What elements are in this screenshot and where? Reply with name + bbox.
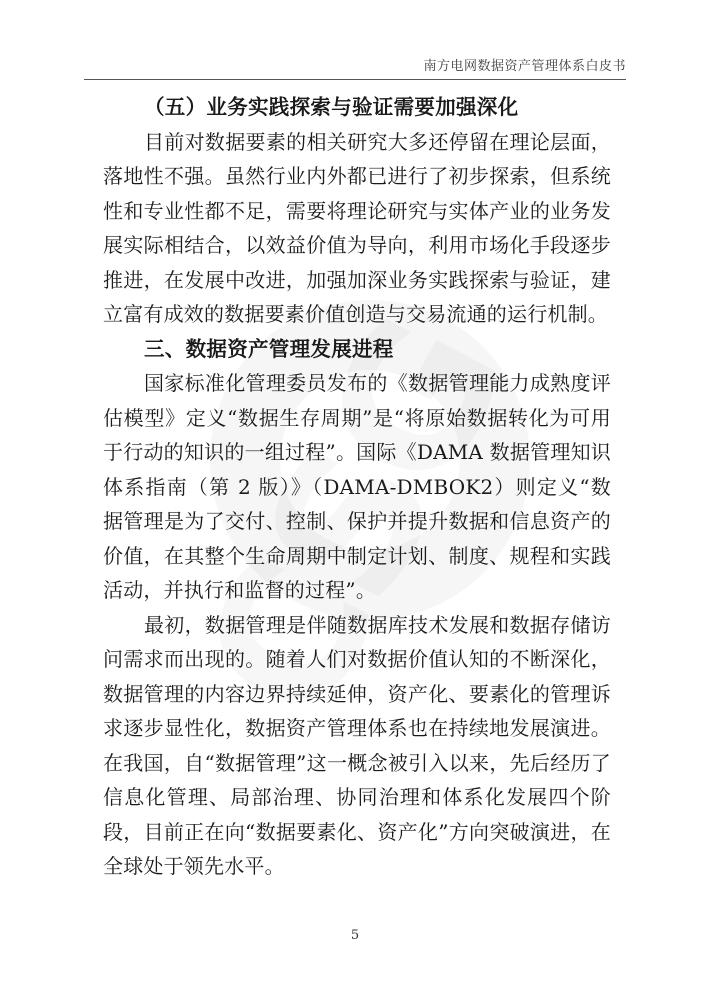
paragraph-definitions: 国家标准化管理委员发布的《数据管理能力成熟度评估模型》定义“数据生存周期”是“将原始数据转化为可用于行动的知识的一组过程”。国际《DAMA 数据管理知识体系指南（第 2 版）》（DAMA-DMBOK2）则定义“数据管理是为了交付、控制、保护并提升数据和信息资产的价值，在其整个生命周期中制定计划、制度、规程和实践活动，并执行和监督的过程”。	[103, 371, 611, 602]
paragraph-business-practice: 目前对数据要素的相关研究大多还停留在理论层面，落地性不强。虽然行业内外都已进行了初步探索，但系统性和专业性都不足，需要将理论研究与实体产业的业务发展实际相结合，以效益价值为导向，利用市场化手段逐步推进，在发展中改进，加强加深业务实践探索与验证，建立富有成效的数据要素价值创造与交易流通的运行机制。	[103, 129, 611, 326]
running-header-title: 南方电网数据资产管理体系白皮书	[423, 59, 626, 74]
section-heading-development-process: 三、数据资产管理发展进程	[144, 336, 394, 361]
header-divider	[84, 79, 626, 80]
page-number: 5	[350, 928, 360, 943]
paragraph-evolution: 最初，数据管理是伴随数据库技术发展和数据存储访问需求而出现的。随着人们对数据价值认知的不断深化，数据管理的内容边界持续延伸，资产化、要素化的管理诉求逐步显性化，数据资产管理体系也在持续地发展演进。在我国，自“数据管理”这一概念被引入以来，先后经历了信息化管理、局部治理、协同治理和体系化发展四个阶段，目前正在向“数据要素化、资产化”方向突破演进，在全球处于领先水平。	[103, 612, 611, 878]
section-heading-business-practice: （五）业务实践探索与验证需要加强深化	[144, 95, 519, 119]
document-body	[103, 90, 611, 884]
